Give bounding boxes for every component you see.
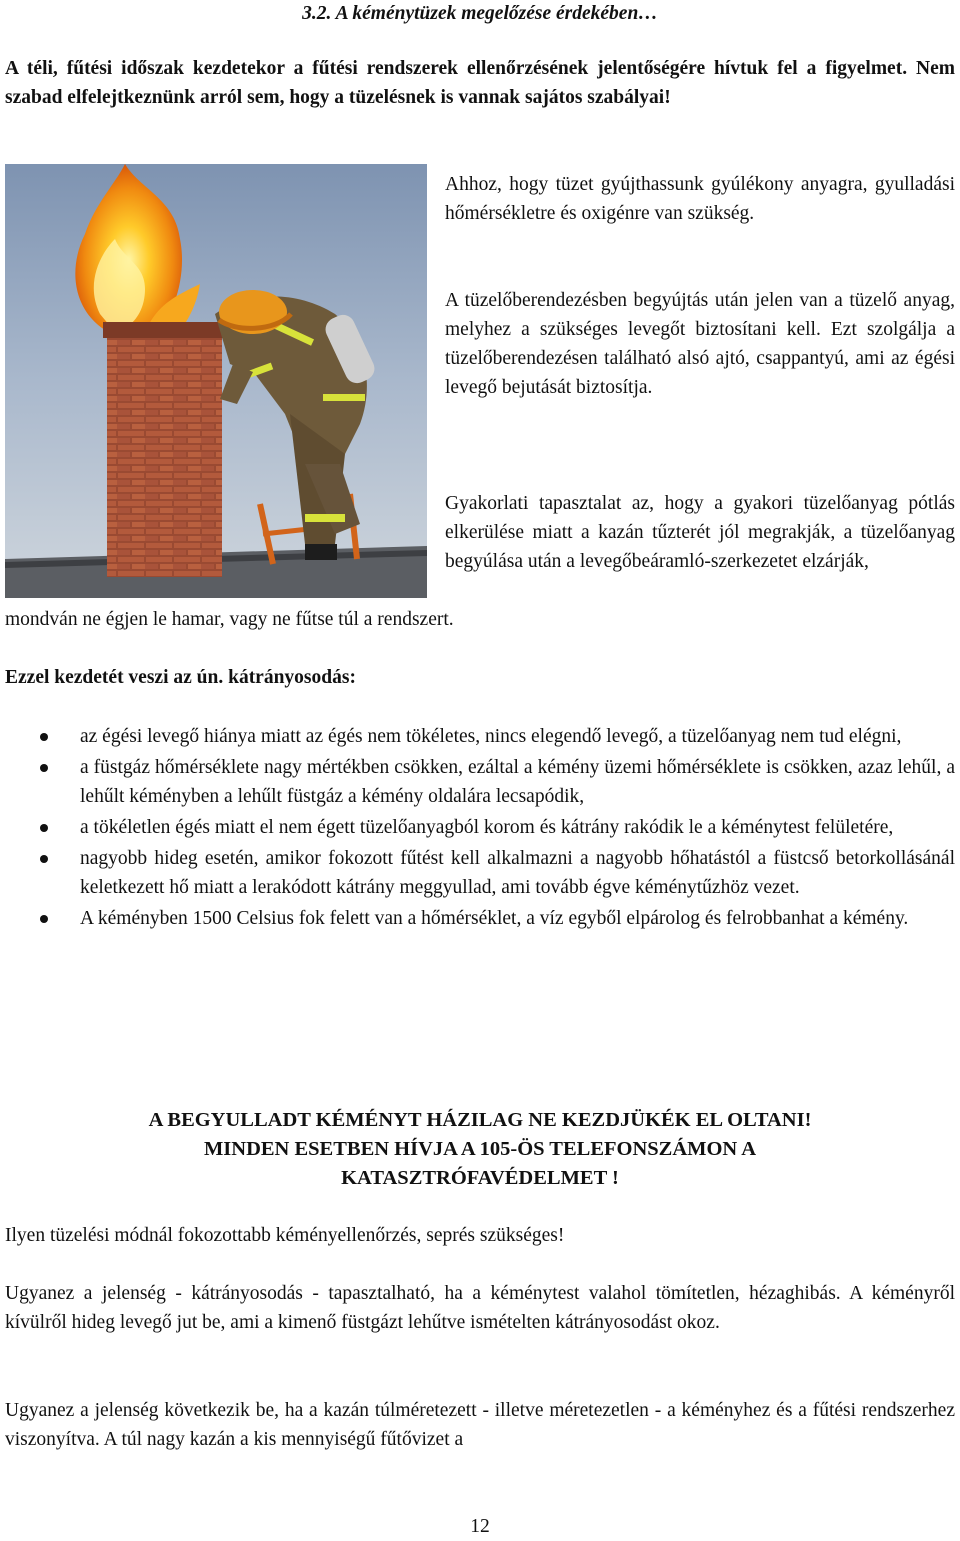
bullet-icon: [40, 764, 48, 772]
list-item: [0, 753, 960, 811]
list-item: [0, 904, 960, 933]
list-item: [0, 722, 960, 751]
subheading-tarring: Ezzel kezdetét veszi az ún. kátrányosodás:: [5, 667, 356, 688]
tarring-causes-list: [0, 722, 960, 935]
list-item: [0, 844, 960, 902]
paragraph-sweeping: Ilyen tüzelési módnál fokozottabb kéményellenőrzés, seprés szükséges!: [5, 1225, 565, 1246]
paragraph-fire-conditions: Ahhoz, hogy tüzet gyújthassunk gyúlékony anyagra, gyulladási hőmérsékletre és oxigénre van szükség.: [445, 174, 955, 224]
warning-line-1: A BEGYULLADT KÉMÉNYT HÁZILAG NE KEZDJÜKÉK EL OLTANI!: [148, 1109, 812, 1131]
list-item-text: az égési levegő hiánya miatt az égés nem tökéletes, nincs elegendő levegő, a tüzelőanyag nem tud elégni,: [80, 726, 902, 747]
bullet-icon: [40, 824, 48, 832]
list-item: [0, 813, 960, 842]
paragraph-oversized-boiler: Ugyanez a jelenség következik be, ha a kazán túlméretezett - illetve méretezetlen - a kéményhez és a fűtési rendszerhez viszonyítva. A túl nagy kazán a kis mennyiségű fűtővizet a: [5, 1400, 955, 1450]
bullet-icon: [40, 733, 48, 741]
bullet-icon: [40, 915, 48, 923]
list-item-text: a tökéletlen égés miatt el nem égett tüzelőanyagból korom és kátrány rakódik le a kéménytest felületére,: [80, 817, 894, 838]
chimney-fire-illustration: [5, 164, 427, 598]
chimney-fire-photo: [5, 164, 427, 598]
list-item-text: nagyobb hideg esetén, amikor fokozott fűtést kell alkalmazni a nagyobb hőhatástól a füstcső betorkollásánál keletkezett hő miatt a lerakódott kátrány meggyullad, ami tovább égve kéménytűzhöz vezet.: [80, 848, 955, 898]
section-heading: 3.2. A kéménytüzek megelőzése érdekében…: [302, 3, 658, 24]
warning-notice: [0, 1106, 960, 1193]
page-number: 12: [470, 1516, 490, 1537]
paragraph-air-supply: A tüzelőberendezésben begyújtás után jelen van a tüzelő anyag, melyhez a szükséges levegőt biztosítani kell. Ezt szolgálja a tüzelőberendezésen található alsó ajtó, csappantyú, ami az égési levegő bejutását biztosítja.: [445, 290, 955, 398]
list-item-text: a füstgáz hőmérséklete nagy mértékben csökken, ezáltal a kémény üzemi hőmérséklete is csökken, azaz lehűl, a lehűlt kéményben a lehűlt füstgáz a kémény oldalára lecsapódik,: [80, 757, 955, 807]
paragraph-leaky-chimney: Ugyanez a jelenség - kátrányosodás - tapasztalható, ha a kéménytest valahol tömítetlen, hézaghibás. A kéményről kívülről hideg levegő jut be, ami a kimenő füstgázt lehűtve ismételten kátrányosodást okoz.: [5, 1283, 955, 1333]
warning-line-2: MINDEN ESETBEN HÍVJA A 105-ÖS TELEFONSZÁMON A: [203, 1138, 757, 1160]
intro-paragraph: A téli, fűtési időszak kezdetekor a fűtési rendszerek ellenőrzésének jelentőségére hívtuk fel a figyelmet. Nem szabad elfelejtkeznünk arról sem, hogy a tüzelésnek is vannak sajátos szabályai!: [5, 58, 955, 108]
warning-line-3: KATASZTRÓFAVÉDELMET !: [341, 1167, 619, 1189]
paragraph-practice: Gyakorlati tapasztalat az, hogy a gyakori tüzelőanyag pótlás elkerülése miatt a kazán tűzterét jól megrakják, a tüzelőanyag begyúlása után a levegőbeáramló-szerkezetet elzárják,: [445, 493, 955, 572]
paragraph-practice-continued: mondván ne égjen le hamar, vagy ne fűtse túl a rendszert.: [5, 609, 454, 630]
list-item-text: A kéményben 1500 Celsius fok felett van a hőmérséklet, a víz egyből elpárolog és felrobbanhat a kémény.: [80, 908, 909, 929]
bullet-icon: [40, 855, 48, 863]
